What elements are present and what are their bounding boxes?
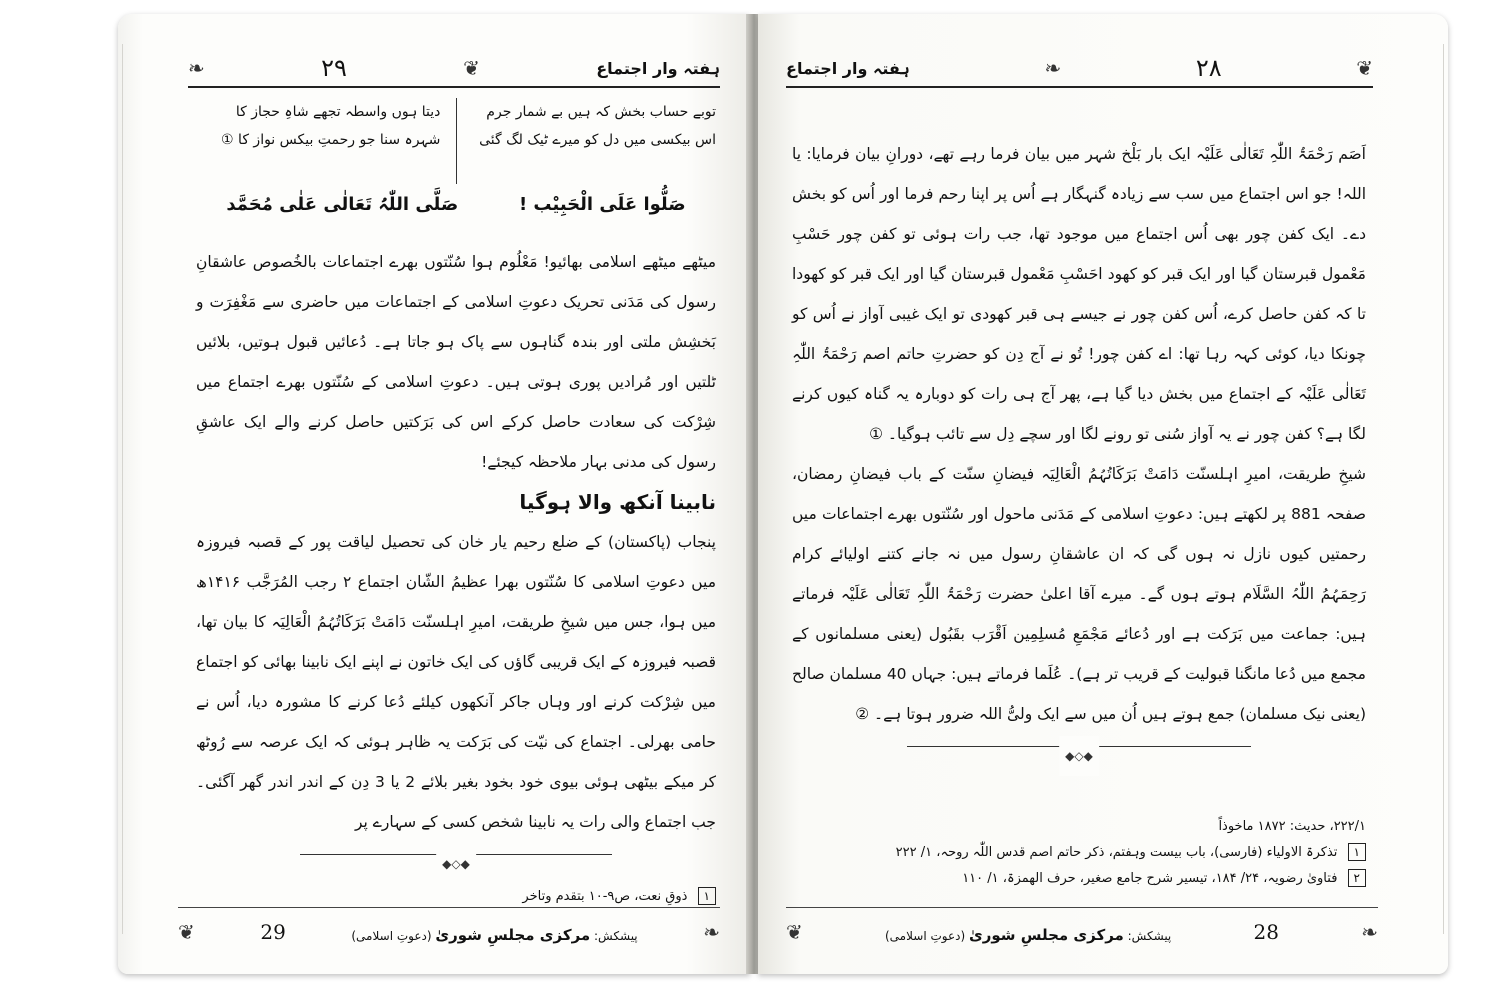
footnote-continuation: ۲۲۲/۱، حدیث: ۱۸۷۲ ماخوذاً (1218, 819, 1366, 834)
footnote-number: ۲ (1348, 869, 1366, 887)
right-page-footer (786, 907, 1378, 944)
header-title: ہفتہ وار اجتماع (786, 58, 910, 78)
footer-page-number: 29 (260, 920, 286, 944)
page-edge (1433, 44, 1444, 934)
poem-couplets (196, 98, 716, 184)
flourish-ornament: ❦ (178, 920, 195, 944)
left-page-footer (178, 907, 720, 944)
flourish-ornament: ❧ (1361, 920, 1378, 944)
poem-line: توبے حساب بخش کہ ہیں بے شمار جرم (486, 104, 716, 120)
section-heading: نابینا آنکھ والا ہوگیا (519, 490, 716, 514)
flourish-ornament: ❦ (463, 56, 480, 80)
credit-prefix: پیشکش: (594, 929, 638, 943)
footnote-separator: ◆◇◆ (300, 848, 612, 860)
footnote (792, 866, 1366, 892)
flourish-ornament: ❧ (703, 920, 720, 944)
paragraph: پنجاب (پاکستان) کے ضلع رحیم یار خان کی تحصیل لیاقت پور کے قصبہ فیروزہ میں دعوتِ اسلامی کا سُنّتوں بھرا عظیمُ الشّان اجتماع ۲ رجب المُرَجَّب ۱۴۱۶ھ میں ہوا، جس میں شیخِ طریقت، امیرِ اہلسنّت دَامَتْ بَرَکَاتُہُمُ الْعَالِیَہ کا بیان تھا، قصبہ فیروزہ کے ایک قریبی گاؤں کی ایک خاتون نے اپنے ایک نابینا بھائی کو اجتماع میں شِرْکت کرنے اور وہاں جاکر آنکھوں کیلئے دُعا کرنے کا مشورہ دیا، اُس نے حامی بھرلی۔ اجتماع کی نیّت کی بَرَکت یہ ظاہر ہوئی کہ ایک عرصہ سے رُوٹھ کر میکے بیٹھی ہوئی بیوی خود بخود بغیر بلائے 2 یا 3 دِن کے اندر اندر گھر آگئی۔ جب اجتماع والی رات یہ نابینا شخص کسی کے سہارے پر (196, 533, 717, 831)
footnote-text: ذوقِ نعت، ص۹-۱۰ بتقدم وتاخر (522, 889, 688, 904)
poem-line: اس بیکسی میں دل کو میرے ٹیک لگ گئی (479, 132, 716, 148)
paragraph: میٹھے میٹھے اسلامی بھائیو! مَعْلُوم ہوا سُنّتوں بھرے اجتماعات بالخُصوص عاشقانِ رسول کی مَدَنی تحریک دعوتِ اسلامی کے اجتماعات میں حاضری سے مَغْفِرَت و بَخشِش ملتی اور بندہ گناہوں سے پاک ہو جاتا ہے۔ دُعائیں قبول ہوتیں، بلائیں ٹلتیں اور مُرادیں پوری ہوتی ہیں۔ دعوتِ اسلامی کے سُنّتوں بھرے اجتماع میں شِرْکت کی سعادت حاصل کرکے اس کی بَرَکتیں حاصل کرنے والے ایک عاشقِ رسول کی مدنی بہار ملاحظہ کیجئے! (196, 253, 716, 471)
credit-suffix: (دعوتِ اسلامی) (885, 929, 966, 943)
credit-prefix: پیشکش: (1127, 929, 1172, 943)
paragraph: اَصَم رَحْمَۃُ اللّٰہِ تَعَالٰی عَلَیْہ ایک بار بَلْخ شہر میں بیان فرما رہے تھے، دورانِ بیان فرمایا: یا اللہ! جو اس اجتماع میں سب سے زیادہ گنہگار ہے اُس پر اپنا رحم فرما اور اُس کو بخش دے۔ ایک کفن چور بھی اُس اجتماع میں موجود تھا، جب رات ہوئی تو کفن چور حَسْبِ مَعْمول قبرستان گیا اور ایک قبر کو کھود احَسْبِ مَعْمول قبرستان گیا اور ایک قبر کو کھودا تا کہ کفن حاصل کرے، اُس کفن چور نے جیسے ہی قبر کھودی تو ایک غیبی آواز نے اُس کو چونکا دیا، کوئی کہہ رہا تھا: اے کفن چور! تُو نے آج دِن کو حضرتِ حاتم اصم رَحْمَۃُ اللّٰہِ تَعَالٰی عَلَیْہ کے اجتماع میں بخش دیا گیا ہے، پھر آج ہی رات کو دوبارہ یہ گناہ کیوں کرنے لگا ہے؟ کفن چور نے یہ آواز سُنی تو رونے لگا اور سچے دِل سے تائب ہوگیا۔ ① (792, 145, 1366, 443)
footer-page-number: 28 (1253, 920, 1279, 944)
poem-divider (456, 98, 457, 184)
footnote-text: فتاویٰ رضویہ، ۲۴/ ۱۸۴، تیسیر شرح جامع صغیر، حرف الھمزۃ، ۱/ ۱۱۰ (962, 871, 1338, 886)
footnote-text: تذکرۃ الاولیاء (فارسی)، باب بیست وہفتم، ذکر حاتم اصم قدس اللّٰہ روحہ، ۱/ ۲۲۲ (895, 845, 1338, 860)
footer-credit (351, 926, 637, 944)
poem-right-column (472, 98, 716, 184)
salat-call: صَلُّوا عَلَی الْحَبِیْب ! (518, 193, 686, 215)
footer-credit (885, 926, 1171, 944)
open-book (118, 14, 1448, 990)
credit-suffix: (دعوتِ اسلامی) (351, 929, 432, 943)
right-page-body (792, 134, 1366, 763)
page-edge (122, 44, 133, 934)
footnote-separator: ◆◇◆ (907, 740, 1251, 752)
flourish-ornament: ❧ (188, 56, 205, 80)
left-page-header (188, 50, 720, 88)
header-title: ہفتہ وار اجتماع (596, 58, 720, 78)
header-page-number: ۲۹ (321, 54, 347, 82)
flourish-ornament: ❦ (1356, 56, 1373, 80)
paragraph: شیخِ طریقت، امیرِ اہلسنّت دَامَتْ بَرَکَاتُہُمُ الْعَالِیَہ فیضانِ سنّت کے باب فیضانِ رمضان، صفحہ 881 پر لکھتے ہیں: دعوتِ اسلامی کے مَدَنی ماحول اور سُنّتوں بھرے اجتماعات میں رحمتیں کیوں نازل نہ ہوں گی کہ ان عاشقانِ رسول میں نہ جانے کتنے اولیائے کرام رَحِمَہُمُ اللّٰہُ السَّلَام ہوتے ہوں گے۔ میرے آقا اعلیٰ حضرت رَحْمَۃُ اللّٰہِ تَعَالٰی عَلَیْہ فرماتے ہیں: جماعت میں بَرَکت ہے اور دُعائے مَجْمَعِ مُسلِمِین اَقْرَب بقَبُول (یعنی مسلمانوں کے مجمع میں دُعا مانگنا قبولیت کے قریب تر ہے)۔ عُلَما فرماتے ہیں: جہاں 40 مسلمان صالح (یعنی نیک مسلمان) جمع ہوتے ہیں اُن میں سے ایک ولیُّ اللہ ضرور ہوتا ہے۔ ② (792, 465, 1366, 723)
right-page-footnotes (792, 814, 1366, 892)
credit-name: مرکزی مجلسِ شوریٰ (435, 926, 591, 944)
credit-name: مرکزی مجلسِ شوریٰ (968, 926, 1124, 944)
poem-left-column (196, 98, 440, 184)
poem-line: شہرہ سنا جو رحمتِ بیکس نواز کا ① (221, 132, 441, 148)
left-page-body (196, 242, 717, 871)
flourish-ornament: ❧ (1044, 56, 1062, 80)
right-page (758, 14, 1448, 974)
salat-line (196, 184, 716, 224)
left-page (118, 14, 750, 974)
header-page-number: ۲۸ (1195, 54, 1222, 82)
footnote (792, 840, 1366, 866)
right-page-header (786, 50, 1373, 88)
salat-response: صَلَّی اللّٰہُ تَعَالٰی عَلٰی مُحَمَّد (226, 193, 459, 215)
footnote-number: ۱ (1348, 843, 1366, 861)
footnote-number: ۱ (698, 887, 716, 905)
poem-line: دیتا ہوں واسطہ تجھے شاہِ حجاز کا (235, 104, 441, 120)
flourish-ornament: ❦ (786, 920, 803, 944)
